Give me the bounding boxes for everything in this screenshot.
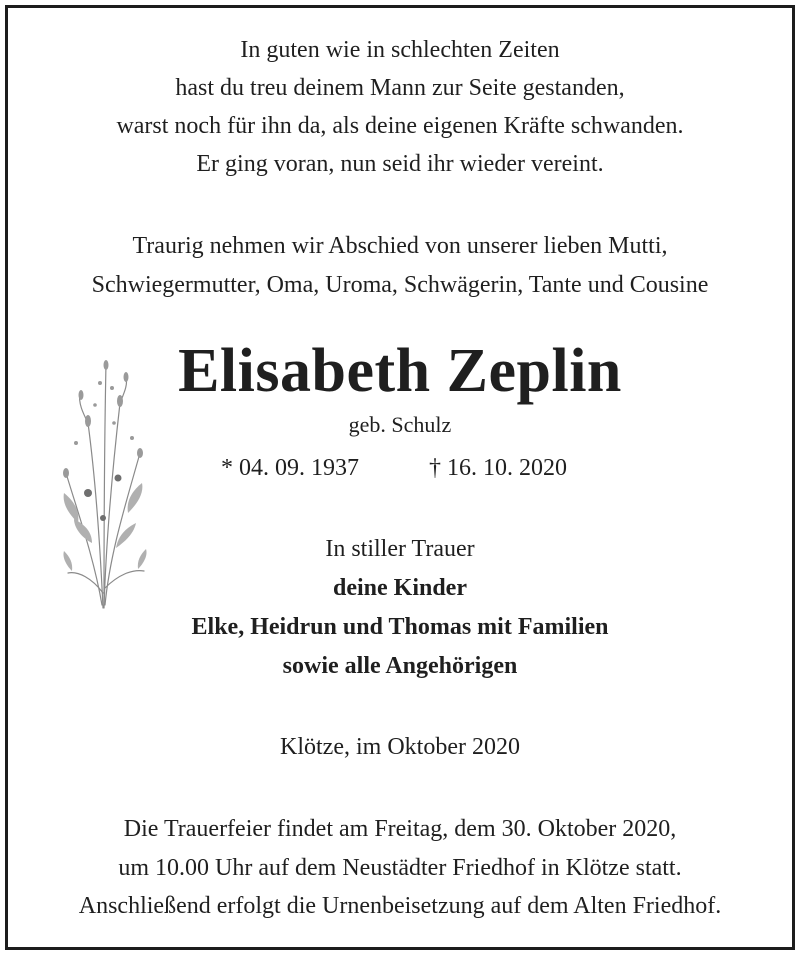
intro-line: Traurig nehmen wir Abschied von unserer lieben Mutti, [132, 233, 668, 259]
birth-date: * 04. 09. 1937 [221, 455, 359, 481]
mourner-line: deine Kinder [332, 575, 467, 601]
maiden-name: geb. Schulz [348, 412, 452, 437]
mourning-intro: In stiller Trauer [325, 536, 475, 562]
poem-line: Er ging voran, nun seid ihr wieder vereint. [196, 151, 604, 177]
poem-line: In guten wie in schlechten Zeiten [240, 37, 560, 63]
death-date: † 16. 10. 2020 [429, 455, 567, 481]
ceremony-line: um 10.00 Uhr auf dem Neustädter Friedhof in Klötze statt. [118, 855, 682, 881]
place-date: Klötze, im Oktober 2020 [280, 734, 520, 760]
poem-line: hast du treu deinem Mann zur Seite gestanden, [175, 75, 625, 101]
ceremony-line: Die Trauerfeier findet am Freitag, dem 30. Oktober 2020, [123, 816, 677, 842]
deceased-name: Elisabeth Zeplin [178, 337, 622, 405]
ceremony-line: Anschließend erfolgt die Urnenbeisetzung auf dem Alten Friedhof. [78, 893, 722, 919]
intro-line: Schwiegermutter, Oma, Uroma, Schwägerin, Tante und Cousine [91, 272, 709, 298]
mourner-line: sowie alle Angehörigen [282, 653, 518, 679]
life-dates [8, 453, 792, 483]
poem-line: warst noch für ihn da, als deine eigenen Kräfte schwanden. [116, 113, 684, 139]
mourner-line: Elke, Heidrun und Thomas mit Familien [191, 614, 609, 640]
obituary-notice [5, 5, 795, 950]
